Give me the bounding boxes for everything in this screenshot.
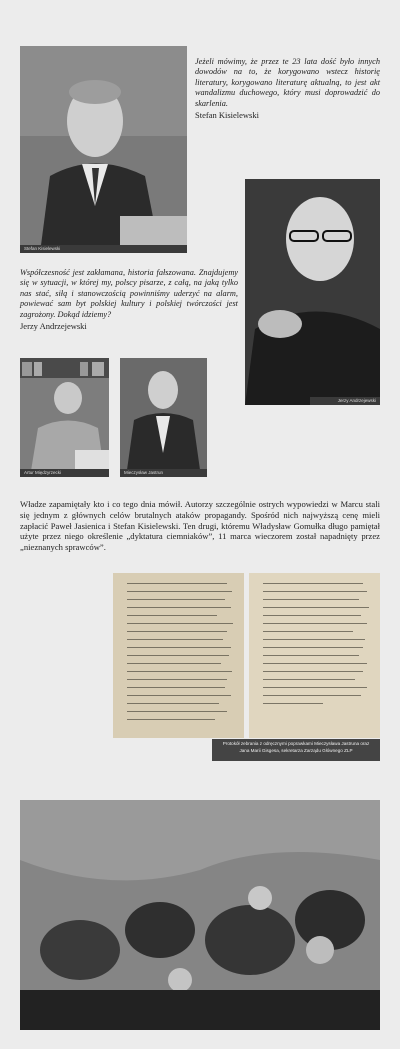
document-page-right <box>249 573 380 738</box>
quote-andrzejewski-text: Współczesność jest zakłamana, historia fałszowana. Znajdujemy się w sytuacji, w której my, polscy pisarze, z całą, na jaką tylko nas stać, siłą i stanowczością powinniśmy uderzyć na alarm, powiewać sam byt polskiej kultury i polskiej twórczości jest zagrożony. Dokąd idziemy? <box>20 268 238 319</box>
quote-kisielewski-text: Jeżeli mówimy, że przez te 23 lata dość było innych dowodów na to, że korygowano wstecz historię literatury, korygowano literaturę aktualną, to jest akt wandalizmu duchowego, który musi doprowadzić do skarlenia. <box>195 57 380 108</box>
quote-andrzejewski <box>20 268 238 331</box>
document-caption-text: Protokół zebrania z odręcznymi poprawkami Mieczysława Jastruna oraz Jana Marii Gisgesa, sekretarza Zarządu Głównego ZLP <box>222 741 370 753</box>
photo-stefan-kisielewski <box>20 46 187 253</box>
quote-kisielewski-author: Stefan Kisielewski <box>195 110 259 121</box>
caption-miedzyrzecki-text: Artur Międzyrzecki <box>24 470 62 475</box>
caption-andrzejewski <box>310 397 380 405</box>
caption-kisielewski-text: Stefan Kisielewski <box>24 246 61 251</box>
document-caption <box>212 739 380 761</box>
caption-andrzejewski-text: Jerzy Andrzejewski <box>337 398 376 403</box>
caption-jastrun-text: Mieczysław Jastrun <box>124 470 164 475</box>
photo-mieczyslaw-jastrun <box>120 358 207 477</box>
caption-miedzyrzecki <box>20 469 109 477</box>
quote-kisielewski <box>195 57 380 120</box>
document-page-left <box>113 573 244 738</box>
photo-crowd <box>20 800 380 1030</box>
body-paragraph: Władze zapamiętały kto i co tego dnia mówił. Autorzy szczególnie ostrych wypowiedzi w Marcu stali się jednym z głównych celów brutalnych ataków propagandy. Spośród nich najwyższą cenę mieli zapłacić Paweł Jasienica i Stefan Kisielewski. Ten drugi, któremu Władysław Gomułka długo pamiętał użyte przez niego określenie „dyktatura ciemniaków”, 11 marca wieczorem został napadnięty przez „nieznanych sprawców”. <box>20 499 380 553</box>
caption-kisielewski <box>20 245 187 253</box>
photo-artur-miedzyrzecki <box>20 358 109 477</box>
quote-andrzejewski-author: Jerzy Andrzejewski <box>20 321 87 332</box>
caption-jastrun <box>120 469 207 477</box>
photo-jerzy-andrzejewski <box>245 179 380 405</box>
